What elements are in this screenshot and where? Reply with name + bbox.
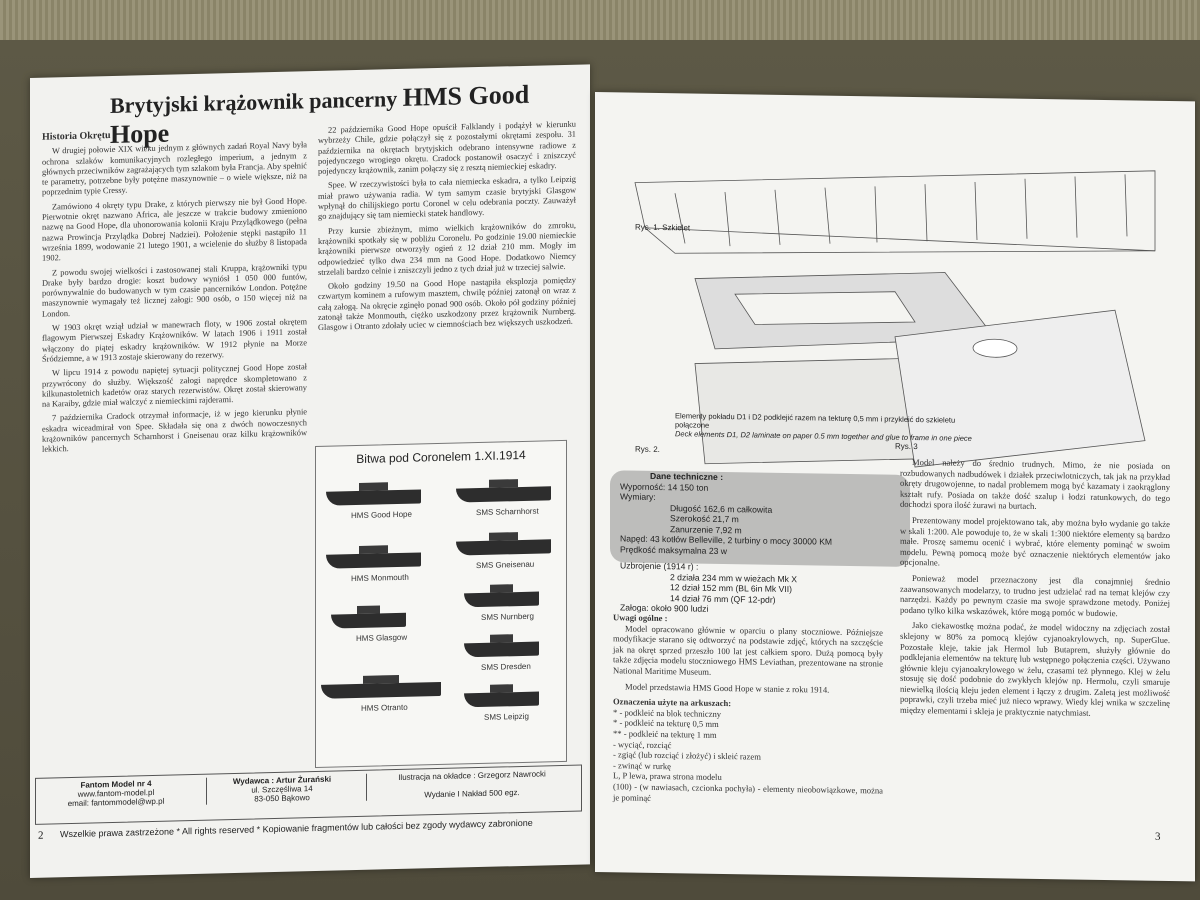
paragraph: Przy kursie zbieżnym, mimo wielkich krążowników do zmroku, krążowniki spotkały się w pobliżu Coronelu. Po godzinie 19.00 niemieckie krążowniki pierwsze otworzyły ogień z 12 dział 210 mm. Mogły im odpowiedzieć tylko dwa 234 mm na Good Hope. Dodatkowo Niemcy strzelali bardzo celnie i zniszczyli jedno z tych dział już w trzeciej salwie. bbox=[318, 220, 576, 277]
ship-label: HMS Glasgow bbox=[356, 632, 408, 644]
symbol-item: * - podkleić na tekturę 0,5 mm bbox=[613, 717, 719, 730]
figure-3-caption: Rys. 3 bbox=[895, 441, 918, 452]
paragraph: Z powodu swojej wielkości i zastosowanej stali Kruppa, krążowniki typu Drake były bardzo drogie: koszt budowy wyniósł 1 050 000 funtów, porównywalnie do budowanych w tym czasie pancerników London. Potężne maszynownie wymagały też licznej załogi: 900 osób, o 150 więcej niż na London. bbox=[42, 261, 307, 319]
figure-1-caption: Rys. 1. Szkielet bbox=[635, 222, 691, 233]
ship-silhouette bbox=[321, 682, 441, 699]
deck-note-en: Deck elements D1, D2 laminate on paper 0.5 mm together and glue to frame in one piece bbox=[675, 429, 972, 443]
page-number: 2 bbox=[38, 829, 44, 842]
print-run: Wydanie I Nakład 500 egz. bbox=[424, 788, 520, 800]
tech-line: Uzbrojenie (1914 r) : bbox=[620, 560, 699, 572]
symbol-item: L, P lewa, prawa strona modelu bbox=[613, 770, 722, 783]
ship-silhouette bbox=[326, 552, 421, 568]
cover-credit: Ilustracja na okładce : Grzegorz Nawrocki bbox=[398, 769, 546, 783]
page-number: 3 bbox=[1155, 830, 1161, 843]
ship-silhouette bbox=[464, 592, 539, 608]
symbol-item: ** - podkleić na tekturę 1 mm bbox=[613, 728, 717, 740]
paragraph: Jako ciekawostkę można podać, że model widoczny na zdjęciach został sklejony w 80% za pomocą klejów cyjanoakrylowych, np. SuperGlue. Pozostałe kleje, takie jak Hermol lub Butaprem, służyły głównie do podklejania elementów na tekturę lub wstępnego połączenia części. Używano głównie kleju cyjanoakrylowego w żelu, czasami też płynnego. Klej w żelu stosuję się dość podobnie do zwykłych klejów np. Hermolu, czyli smaruje niewielką ilością kleju jeden element i łączy z drugim. Zaletą jest możliwość poprawki, czyli trzeba mieć już nieco wprawy. Wiedy klej wnika w szczelinę między elementami i skleja je praktycznie natychmiast. bbox=[900, 620, 1170, 718]
general-title: Uwagi ogólne : bbox=[613, 612, 668, 624]
title-ship-name: HMS Good Hope bbox=[110, 79, 530, 150]
deck-instruction bbox=[675, 411, 975, 443]
ship-label: SMS Scharnhorst bbox=[476, 506, 539, 518]
ship-label: SMS Dresden bbox=[481, 661, 531, 672]
ship-silhouette bbox=[456, 486, 551, 502]
deck-note-pl: Elementy pokładu D1 i D2 podklejić razem na tekturę 0,5 mm i przykleić do szkieletu połączone bbox=[675, 411, 956, 430]
paragraph: W drugiej połowie XIX wieku jednym z głównych zadań Royal Navy była ochrona szlaków komunikacyjnych rozległego imperium, a jednym z głównych przeciwników zagrażających tym szlakom była Francja. Aby spełnić te parametry, potrzebne były potężne maszynownie – o wiele większe, niż na poprzednim typie Cressy. bbox=[42, 140, 307, 198]
publisher-footer bbox=[35, 765, 582, 825]
symbol-item: - zgiąć (lub rozciąć i złożyć) i skleić razem bbox=[613, 749, 761, 762]
text-column-2 bbox=[318, 120, 576, 338]
paragraph: 22 października Good Hope opuścił Falklandy i podążył w kierunku wybrzeży Chile, gdzie połączył się z pozostałymi okrętami zespołu. 31 października na okrętach brytyjskich odebrano intensywne radiowe z pojedynczego wrogiego okrętu. Cradock postanowił osaczyć i zniszczyć pojedynczy krążownik, zanim połączy się z resztą niemieckiej eskadry. bbox=[318, 119, 576, 177]
editor-city: 83-050 Bąkowo bbox=[254, 793, 310, 804]
symbol-item: (100) - (w nawiasach, czcionka pochyła) - elementy nieobowiązkowe, można je pominąć bbox=[613, 781, 883, 803]
publisher-info bbox=[41, 778, 191, 809]
paragraph: Prezentowany model projektowano tak, aby można było wydanie go także w skali 1:200. Ale powoduje to, że w skali 1:300 niektóre elementy są bardzo małe. Proszę samemu ocenić i wybrać, które elementy pominąć w swoim modelu. Pewną pomocą może być oznaczenie niektórych elementów jako opcjonalne. bbox=[900, 514, 1170, 568]
paragraph: Zamówiono 4 okręty typu Drake, z których pierwszy nie był Good Hope. Pierwotnie okręt nazwano Africa, ale jeszcze w trakcie budowy zmieniono nazwę na Good Hope, dla uhonorowania kolonii Kraju Przylądkowego (pełna nazwa Prowincja Przylądka Dobrej Nadziei). Położenie stępki nastąpiło 11 września 1899, wodowanie 21 lutego 1901, a wcielenie do służby 8 listopada 1902. bbox=[42, 196, 307, 263]
ship-silhouette bbox=[456, 539, 551, 555]
copyright-notice: Wszelkie prawa zastrzeżone * All rights reserved * Kopiowanie fragmentów lub całości bez zgody wydawcy zabronione bbox=[60, 817, 533, 840]
tech-line: 14 dział 76 mm (QF 12-pdr) bbox=[670, 592, 776, 605]
figure-2-caption: Rys. 2. bbox=[635, 444, 660, 455]
tech-title: Dane techniczne : bbox=[650, 470, 724, 483]
editor-street: ul. Szczęśliwa 14 bbox=[251, 784, 313, 795]
ship-silhouette bbox=[331, 613, 406, 629]
paragraph: Ponieważ model przeznaczony jest dla conajmniej średnio zaawansowanych modelarzy, to trudno jest udzielać rad na temat klejów czy narzędzi. Każdy po pewnym czasie ma swoje sprawdzone metody. Poniżej podano tylko kilka wskazówek, które mogą pomóc w budowie. bbox=[900, 572, 1170, 618]
paragraph: Model należy do średnio trudnych. Mimo, że nie posiada on rozbudowanych nadbudówek i działek przeciwlotniczych, tak jak na przykład okręty drugowojenne, to nadal problemem mogą być kazamaty i zaokrąglony kształt rufy. Posiada on także dość szalup i łodzi ratunkowych, do tego dochodzi spora ilość żurawi na burtach. bbox=[900, 456, 1170, 512]
paragraph: W 1903 okręt wziął udział w manewrach floty, w 1906 został okrętem flagowym Pierwszej Eskadry Krążowników. W latach 1906 i 1911 został włączony do piątej eskadry krążowników. W 1912 płynie na Morze Śródziemne, a w 1913 zostaje skierowany do rezerwy. bbox=[42, 317, 307, 364]
general-notes bbox=[613, 612, 883, 806]
ship-label: SMS Nurnberg bbox=[481, 611, 534, 622]
tech-line: Wymiary: bbox=[620, 491, 656, 502]
right-text-column bbox=[900, 457, 1170, 725]
tech-line: Napęd: 43 kotłów Belleville, 2 turbiny o mocy 30000 KM bbox=[620, 533, 833, 547]
battle-title: Bitwa pod Coronelem 1.XI.1914 bbox=[356, 447, 526, 467]
ship-label: SMS Leipzig bbox=[484, 711, 529, 722]
symbol-item: - wyciąć, rozciąć bbox=[613, 738, 672, 750]
symbol-item: - zwinąć w rurkę bbox=[613, 760, 671, 771]
tech-line: Szerokość 21,7 m bbox=[670, 513, 739, 525]
text-column-1 bbox=[42, 126, 307, 459]
tech-line: Prędkość maksymalna 23 w bbox=[620, 543, 727, 556]
tech-line: 12 dział 152 mm (BL 6in Mk VII) bbox=[670, 582, 792, 595]
right-page bbox=[595, 92, 1195, 881]
paragraph: W lipcu 1914 z powodu napiętej sytuacji politycznej Good Hope został przywrócony do służby. Większość załogi naprędce skompletowano z kilkunastoletnich kadetów oraz starych rezerwistów. Okręt został skierowany na Karaiby, gdzie miał walczyć z niemieckimi rajderami. bbox=[42, 362, 307, 409]
paragraph: Spee. W rzeczywistości była to cała niemiecka eskadra, a tylko Leipzig miał prawo używania radia. W tym samym czasie brytyjski Glasgow wpłynął do chilijskiego portu Coronel w celu odebrania poczty. Zauważył go znajdujący się tam niemiecki statek handlowy. bbox=[318, 175, 576, 222]
publisher-name: Fantom Model nr 4 bbox=[80, 779, 152, 790]
symbols-title: Oznaczenia użyte na arkuszach: bbox=[613, 696, 732, 709]
publisher-web: www.fantom-model.pl bbox=[77, 787, 155, 799]
editor-info bbox=[206, 774, 357, 805]
paragraph: 7 października Cradock otrzymał informacje, iż w jego kierunku płynie eskadra wiceadmirał von Spee. Składała się ona z dwóch nowoczesnych krążowników pancernych Scharnhorst i Gneisenau oraz kilku krążowników lekkich. bbox=[42, 407, 307, 455]
battle-illustration bbox=[315, 440, 567, 768]
tech-data bbox=[620, 470, 920, 617]
left-page bbox=[30, 64, 590, 878]
paragraph: Model opracowano głównie w oparciu o plany stoczniowe. Późniejsze modyfikacje starano się odtworzyć na podstawie zdjęć, których na szczęście jak na okręt sprzed przeszło 100 lat jest całkiem sporo. Dużą pomocą były także zdjęcia modelu stoczniowego HMS Leviathan, prezentowane na stronie National Maritime Museum. bbox=[613, 623, 883, 677]
tech-line: Załoga: około 900 ludzi bbox=[620, 602, 709, 614]
ship-silhouette bbox=[326, 489, 421, 505]
editor-name: Wydawca : Artur Żurański bbox=[232, 774, 332, 787]
paragraph: Model przedstawia HMS Good Hope w stanie z roku 1914. bbox=[625, 681, 830, 695]
ship-label: HMS Monmouth bbox=[351, 572, 409, 584]
ship-label: HMS Good Hope bbox=[351, 509, 412, 521]
ship-silhouette bbox=[464, 642, 539, 658]
tech-line: Zanurzenie 7,92 m bbox=[670, 523, 742, 535]
section-heading: Historia Okrętu bbox=[42, 130, 111, 143]
ship-label: SMS Gneisenau bbox=[476, 559, 535, 571]
tech-line: Wyporność: 14 150 ton bbox=[620, 480, 709, 493]
publisher-email: email: fantommodel@wp.pl bbox=[67, 796, 165, 809]
ship-silhouette bbox=[464, 692, 539, 708]
tech-line: 2 działa 234 mm w wieżach Mk X bbox=[670, 571, 798, 584]
title-prefix: Brytyjski krążownik pancerny bbox=[110, 86, 398, 119]
tech-line: Długość 162,6 m całkowita bbox=[670, 502, 773, 515]
ship-label: HMS Otranto bbox=[361, 702, 408, 713]
paragraph: Około godziny 19.50 na Good Hope nastąpiła eksplozja pomiędzy czwartym kominem a rufowym masztem, chwilę później zatonął on wraz z całą załogą. Na okręcie zginęło ponad 900 osób. Około pół godziny później zatonął także Monmouth, ciężko uszkodzony przez krążownik Nurnberg. Glasgow i Otranto zdołały uciec w ciemnościach bez większych uszkodzeń. bbox=[318, 275, 576, 333]
symbol-item: * - podkleić na blok techniczny bbox=[613, 707, 722, 719]
edition-info bbox=[366, 769, 577, 801]
